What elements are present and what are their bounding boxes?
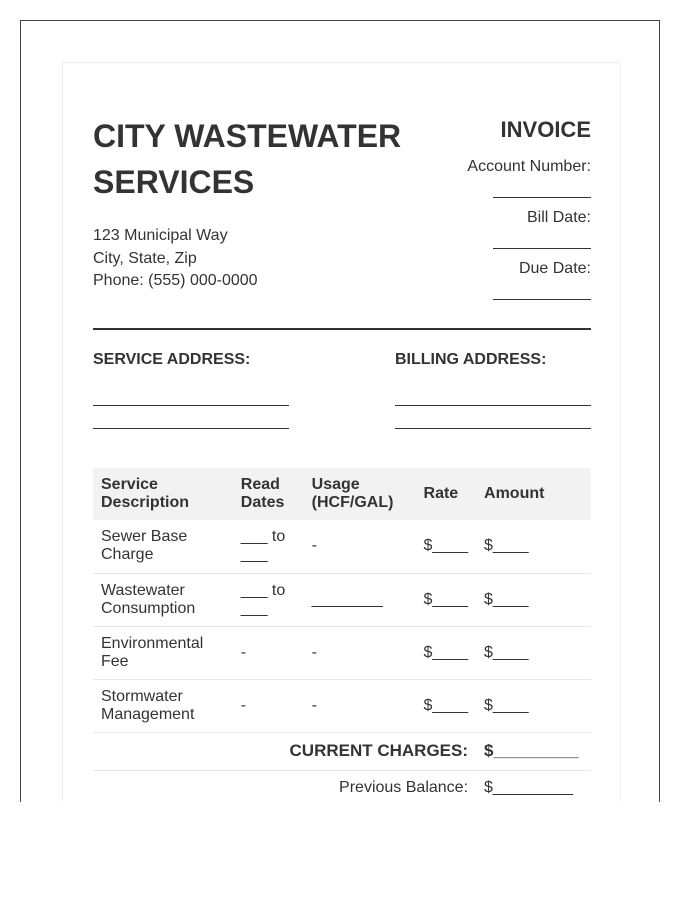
charges-table [93, 468, 591, 802]
company-name: CITY WASTEWATER SERVICES [93, 118, 402, 200]
row-read-dates[interactable]: ___ to ___ [233, 573, 304, 626]
bill-date-field[interactable] [493, 228, 591, 249]
billing-address-label: BILLING ADDRESS: [395, 351, 547, 368]
current-charges-value[interactable]: $_________ [476, 732, 591, 770]
row-usage: - [304, 679, 416, 732]
row-description: Wastewater Consumption [93, 573, 233, 626]
company-street: 123 Municipal Way [93, 227, 228, 244]
page-frame [20, 20, 660, 802]
company-phone: Phone: (555) 000-0000 [93, 272, 258, 289]
row-read-dates: - [233, 626, 304, 679]
account-number-field[interactable] [493, 177, 591, 198]
current-charges-label: CURRENT CHARGES: [93, 732, 476, 770]
row-amount[interactable]: $____ [476, 679, 591, 732]
header-read-dates: Read Dates [233, 468, 304, 520]
row-usage: - [304, 626, 416, 679]
header-amount: Amount [476, 468, 591, 520]
bill-date-label: Bill Date: [526, 209, 591, 226]
row-rate[interactable]: $____ [416, 626, 477, 679]
current-charges-row [93, 732, 591, 770]
row-usage[interactable]: ________ [304, 573, 416, 626]
row-amount[interactable]: $____ [476, 626, 591, 679]
service-address-line-1[interactable] [93, 405, 289, 406]
billing-address-line-1[interactable] [395, 405, 591, 406]
row-amount[interactable]: $____ [476, 573, 591, 626]
account-number-label: Account Number: [467, 158, 591, 175]
table-row [93, 679, 591, 732]
table-row [93, 520, 591, 573]
service-address-label: SERVICE ADDRESS: [93, 351, 251, 368]
row-description: Sewer Base Charge [93, 520, 233, 573]
header-divider [93, 328, 591, 330]
row-description: Stormwater Management [93, 679, 233, 732]
due-date-field[interactable] [493, 279, 591, 300]
header-service-description: Service Description [93, 468, 233, 520]
invoice-document [62, 62, 621, 802]
service-address-line-2[interactable] [93, 428, 289, 429]
invoice-info [391, 115, 591, 310]
row-rate[interactable]: $____ [416, 573, 477, 626]
previous-balance-row [93, 770, 591, 802]
row-rate[interactable]: $____ [416, 520, 477, 573]
row-description: Environmental Fee [93, 626, 233, 679]
previous-balance-label: Previous Balance: [339, 779, 469, 797]
header-rate: Rate [416, 468, 477, 520]
table-header-row [93, 468, 591, 520]
row-read-dates[interactable]: ___ to ___ [233, 520, 304, 573]
company-city: City, State, Zip [93, 249, 197, 267]
billing-address-line-2[interactable] [395, 428, 591, 429]
row-read-dates: - [233, 679, 304, 732]
due-date-label: Due Date: [518, 260, 591, 277]
invoice-title: INVOICE [500, 117, 591, 142]
table-row [93, 573, 591, 626]
row-usage: - [304, 520, 416, 573]
row-rate[interactable]: $____ [416, 679, 477, 732]
company-address [93, 225, 258, 293]
previous-balance-value[interactable]: $_________ [484, 779, 573, 797]
table-row [93, 626, 591, 679]
row-amount[interactable]: $____ [476, 520, 591, 573]
header-usage: Usage (HCF/GAL) [304, 468, 416, 520]
